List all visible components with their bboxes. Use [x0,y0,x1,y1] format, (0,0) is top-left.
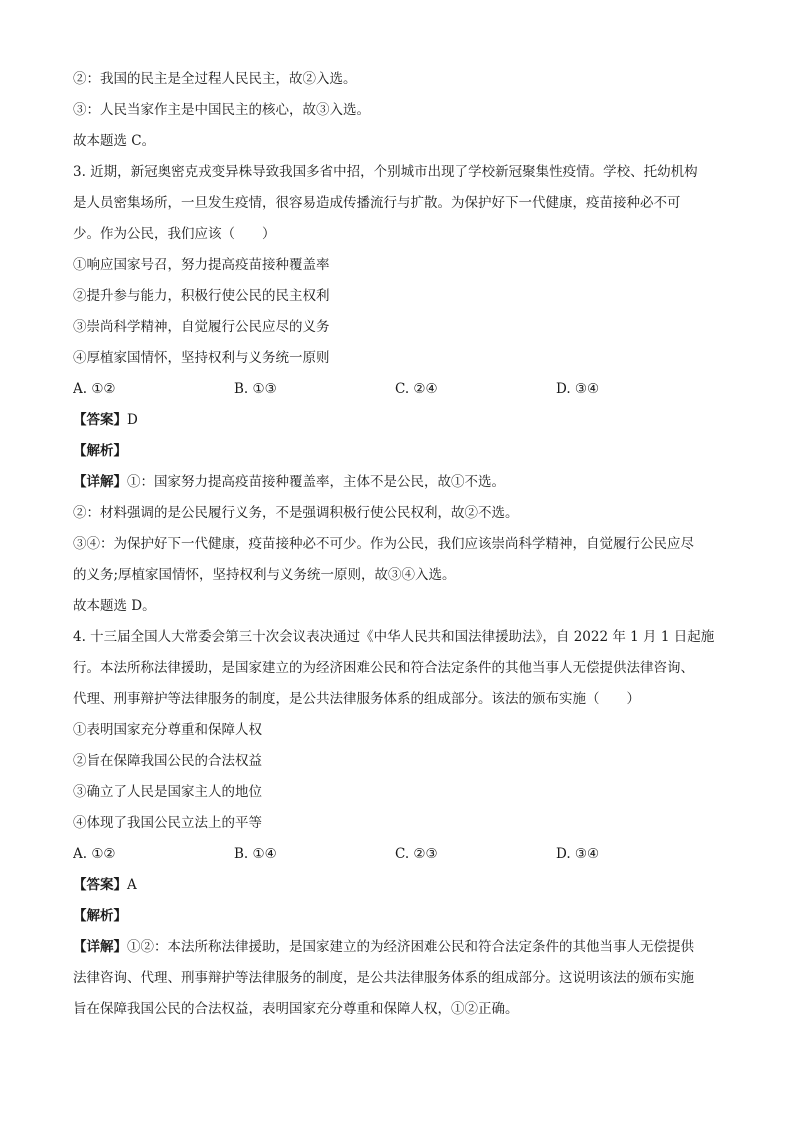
q4-item: ③确立了人民是国家主人的地位 [73,784,262,800]
q3-detail-line: 的义务;厚植家国情怀，坚持权利与义务统一原则，故③④入选。 [73,567,456,583]
prev-conclusion: 故本题选 C。 [73,133,156,149]
q3-detail-line: ③④：为保护好下一代健康，疫苗接种必不可少。作为公民，我们应该崇尚科学精神，自觉履行公民应尽 [73,536,694,552]
q4-stem-line: 行。本法所称法律援助，是国家建立的为经济困难公民和符合法定条件的其他当事人无偿提供法律咨询、 [73,660,694,676]
q4-option-d: D. ③④ [556,846,600,862]
prev-analysis-line: ③：人民当家作主是中国民主的核心，故③入选。 [73,102,370,118]
q3-analysis-tag [73,436,733,467]
q4-stem-line: 代理、刑事辩护等法律服务的制度，是公共法律服务体系的组成部分。该法的颁布实施（ ） [73,691,640,707]
answer-tag: 【答案】 [73,877,127,893]
q4-stem-line: 4. 十三届全国人大常委会第三十次会议表决通过《中华人民共和国法律援助法》，自 2022 年 1 月 1 日起施 [73,629,715,645]
q4-option-c: C. ②③ [395,846,438,862]
q3-stem-line: 是人员密集场所，一旦发生疫情，很容易造成传播流行与扩散。为保护好下一代健康，疫苗接种必不可 [73,195,681,211]
q3-option-d: D. ③④ [556,381,600,397]
q3-item: ③崇尚科学精神，自觉履行公民应尽的义务 [73,319,330,335]
q4-option-a: A. ①② [73,846,116,862]
q4-option-b: B. ①④ [234,846,277,862]
q3-item: ②提升参与能力，积极行使公民的民主权利 [73,288,330,304]
q3-answer-value: D [127,412,138,428]
q3-item: ④厚植家国情怀，坚持权利与义务统一原则 [73,350,330,366]
page-content [73,64,733,1025]
q4-detail-text: ①②：本法所称法律援助，是国家建立的为经济困难公民和符合法定条件的其他当事人无偿提供 [127,939,694,955]
q3-detail-line: ②：材料强调的是公民履行义务，不是强调积极行使公民权利，故②不选。 [73,505,519,521]
answer-tag: 【答案】 [73,412,127,428]
q4-analysis-tag [73,901,733,932]
q4-answer-value: A [127,877,137,893]
q4-detail-line: 旨在保障我国公民的合法权益，表明国家充分尊重和保障人权，①②正确。 [73,1001,519,1017]
q3-options [73,374,733,405]
q3-detail-text: ①：国家努力提高疫苗接种覆盖率，主体不是公民，故①不选。 [127,474,505,490]
q3-stem-line: 少。作为公民，我们应该（ ） [73,226,276,242]
q3-detail-line [73,467,733,498]
q4-detail-line: 法律咨询、代理、刑事辩护等法律服务的制度，是公共法律服务体系的组成部分。这说明该法的颁布实施 [73,970,694,986]
detail-tag: 【详解】 [73,474,127,490]
q3-answer [73,405,733,436]
q3-conclusion: 故本题选 D。 [73,598,156,614]
q3-option-b: B. ①③ [234,381,277,397]
q3-option-a: A. ①② [73,381,116,397]
analysis-tag: 【解析】 [73,908,127,924]
analysis-tag: 【解析】 [73,443,127,459]
detail-tag: 【详解】 [73,939,127,955]
q3-stem-line: 3. 近期，新冠奥密克戎变异株导致我国多省中招，个别城市出现了学校新冠聚集性疫情。学校、托幼机构 [73,164,698,180]
q4-answer [73,870,733,901]
q4-options [73,839,733,870]
q4-item: ①表明国家充分尊重和保障人权 [73,722,262,738]
q3-option-c: C. ②④ [395,381,438,397]
q4-item: ④体现了我国公民立法上的平等 [73,815,262,831]
prev-analysis-line: ②：我国的民主是全过程人民民主，故②入选。 [73,71,357,87]
q4-detail-line [73,932,733,963]
q3-item: ①响应国家号召，努力提高疫苗接种覆盖率 [73,257,330,273]
q4-item: ②旨在保障我国公民的合法权益 [73,753,262,769]
